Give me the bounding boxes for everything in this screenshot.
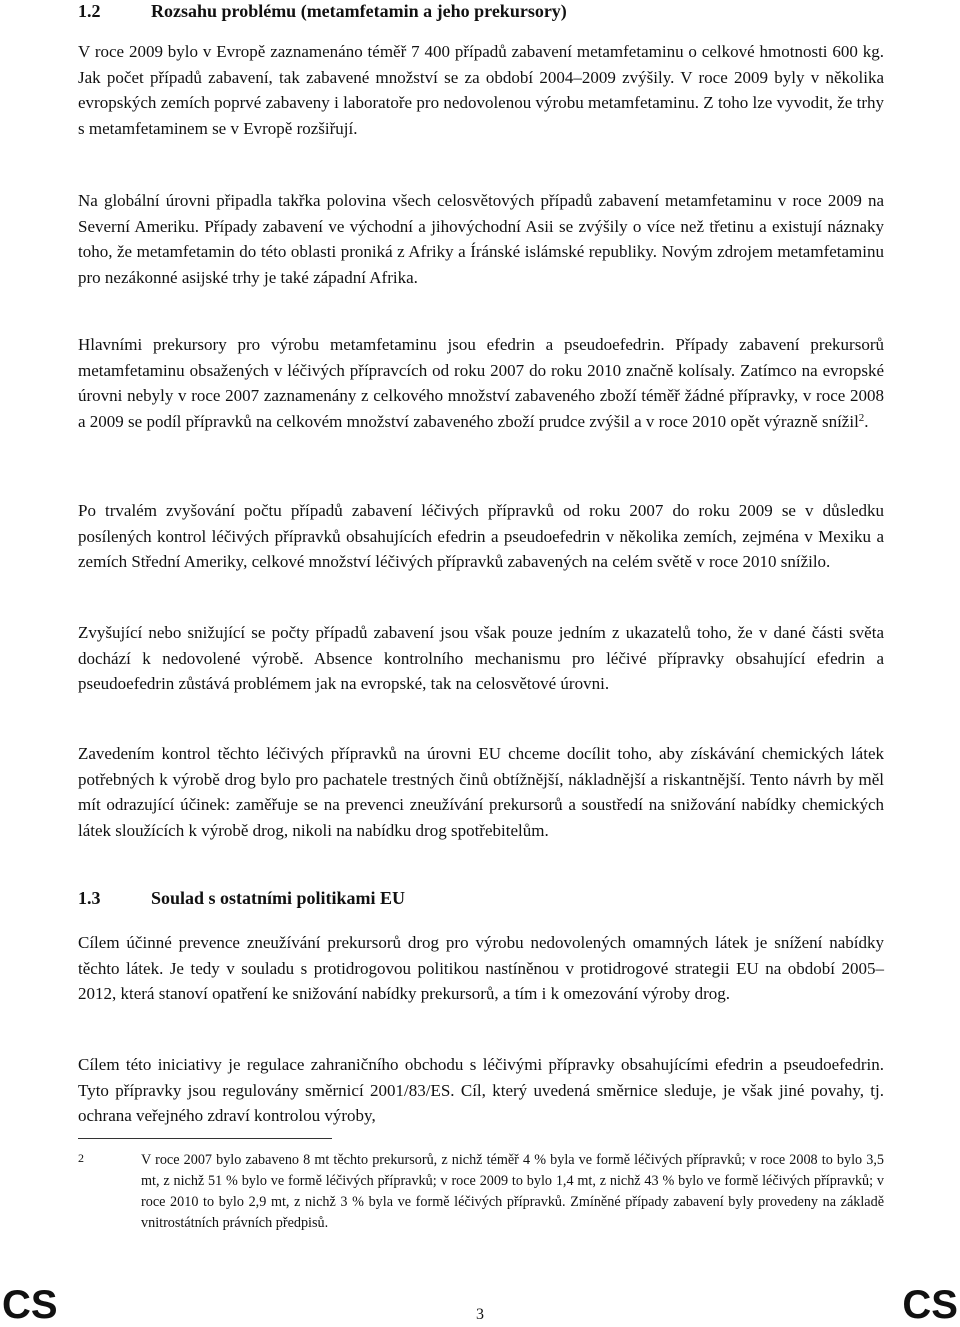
footnote-reference[interactable]: 2 <box>858 411 865 424</box>
paragraph-text: Zavedením kontrol těchto léčivých přípravků na úrovni EU chceme docílit toho, aby získávání chemických látek potřebných k výrobě drog bylo pro pachatele trestných činů obtížnější, nákladnější a riskantnější. Tento návrh by měl mít odrazující účinek: zaměřuje se na prevenci zneužívání prekursorů a soustředí na snižování nabídky chemických látek sloužících k výrobě drog, nikoli na nabídku drog spotřebitelům. <box>78 744 884 840</box>
page-number: 3 <box>476 1306 484 1323</box>
paragraph-text: Na globální úrovni připadla takřka polovina všech celosvětových případů zabavení metamfetaminu v roce 2009 na Severní Ameriku. Případy zabavení ve východní a jihovýchodní Asii se zvýšily o více než třetinu a existují náznaky toho, že metamfetamin do této oblasti proniká z Afriky a Íránské islámské republiky. Novým zdrojem metamfetaminu pro nezákonné asijské trhy je také západní Afrika. <box>78 191 884 287</box>
paragraph-text: Cílem účinné prevence zneužívání prekursorů drog pro výrobu nedovolených omamných látek je snížení nabídky těchto látek. Je tedy v souladu s protidrogovou politikou nastíněnou v protidrogové strategii EU na období 2005–2012, která stanoví opatření ke snižování nabídky prekursorů, a tím i k omezování výroby drog. <box>78 933 884 1004</box>
paragraph-5 <box>78 620 884 697</box>
paragraph-8 <box>78 1052 884 1129</box>
footnote-number: 2 <box>78 1151 84 1165</box>
paragraph-7 <box>78 930 884 1007</box>
language-code-right: CS <box>902 1283 958 1327</box>
footnote-text: V roce 2007 bylo zabaveno 8 mt těchto prekursorů, z nichž téměř 4 % byla ve formě léčivých přípravků; v roce 2008 to bylo 3,5 mt, z nichž 51 % bylo ve formě léčivých přípravků; v roce 2009 to bylo 1,4 mt, z nichž 43 % bylo ve formě léčivých přípravků; v roce 2010 to bylo 2,9 mt, z nichž 3 % byla ve formě léčivých přípravků. Zmíněné případy zabavení byly provedeny na základě vnitrostátních právních předpisů. <box>141 1152 884 1231</box>
paragraph-text: Cílem této iniciativy je regulace zahraničního obchodu s léčivými přípravky obsahujícími efedrin a pseudoefedrin. Tyto přípravky jsou regulovány směrnicí 2001/83/ES. Cíl, který uvedená směrnice sleduje, je však jiné povahy, tj. ochrana veřejného zdraví kontrolou výroby, <box>78 1055 884 1126</box>
section-heading-1-2 <box>78 0 567 22</box>
footnote-2 <box>78 1150 884 1234</box>
language-code-left: CS <box>2 1283 58 1327</box>
paragraph-text: V roce 2009 bylo v Evropě zaznamenáno téměř 7 400 případů zabavení metamfetaminu o celkové hmotnosti 600 kg. Jak počet případů zabavení, tak zabavené množství se za období 2004–2009 zvýšily. V roce 2009 byly v několika evropských zemích poprvé zabaveny i laboratoře pro nedovolenou výrobu metamfetaminu. Z toho lze vyvodit, že trhy s metamfetaminem se v Evropě rozšiřují. <box>78 42 884 138</box>
section-number: 1.2 <box>78 1 101 21</box>
footnote-separator <box>78 1138 332 1139</box>
section-title: Soulad s ostatními politikami EU <box>151 888 406 908</box>
section-heading-1-3 <box>78 887 405 909</box>
paragraph-2 <box>78 188 884 290</box>
paragraph-1 <box>78 39 884 141</box>
paragraph-body: Hlavními prekursory pro výrobu metamfetaminu jsou efedrin a pseudoefedrin. Případy zabavení prekursorů metamfetaminu obsažených v léčivých přípravcích od roku 2007 do roku 2010 značně kolísaly. Zatímco na evropské úrovni nebyly v roce 2007 zaznamenány z celkového množství zabaveného zboží téměř žádné přípravky, v roce 2008 a 2009 se podíl přípravků na celkovém množství zabaveného zboží prudce zvýšil a v roce 2010 opět výrazně snížil <box>78 335 884 431</box>
paragraph-end: . <box>864 411 869 431</box>
paragraph-text: Po trvalém zvyšování počtu případů zabavení léčivých přípravků od roku 2007 do roku 2009 se v důsledku posílených kontrol léčivých přípravků obsahujících efedrin a pseudoefedrin v několika zemích, zejména v Mexiku a zemích Střední Ameriky, celkové množství léčivých přípravků zabavených na celém světě v roce 2010 snížilo. <box>78 501 884 572</box>
paragraph-text: Zvyšující nebo snižující se počty případů zabavení jsou však pouze jedním z ukazatelů toho, že v dané části světa dochází k nedovolené výrobě. Absence kontrolního mechanismu pro léčivé přípravky obsahující efedrin a pseudoefedrin zůstává problémem jak na evropské, tak na celosvětové úrovni. <box>78 623 884 694</box>
paragraph-3 <box>78 332 884 434</box>
paragraph-6 <box>78 741 884 843</box>
paragraph-text <box>78 332 884 434</box>
paragraph-4 <box>78 498 884 575</box>
section-number: 1.3 <box>78 888 101 908</box>
section-title: Rozsahu problému (metamfetamin a jeho prekursory) <box>151 1 567 21</box>
